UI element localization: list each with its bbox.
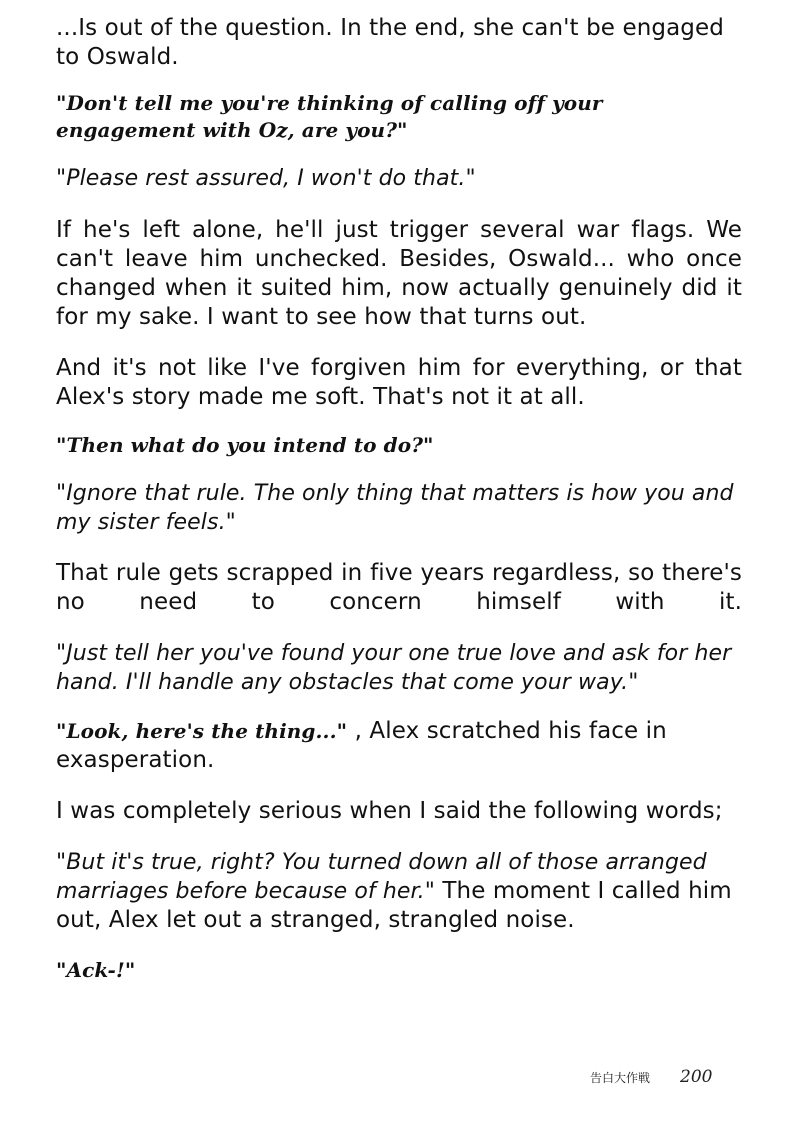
paragraph-10: [56, 717, 742, 775]
paragraph-2-dialogue: "Don't tell me you're thinking of calling off your engagement with Oz, are you?": [56, 91, 603, 142]
paragraph-3-dialogue: "Please rest assured, I won't do that.": [56, 166, 476, 191]
paragraph-10-narration: , Alex scratched his face in exasperation.: [56, 718, 667, 773]
document-page: [56, 14, 742, 984]
page-number: 200: [680, 1067, 713, 1087]
paragraph-10-dialogue: "Look, here's the thing...": [56, 719, 348, 743]
paragraph-9-dialogue: "Just tell her you've found your one true love and ask for her hand. I'll handle any obstacles that come your way.": [56, 641, 732, 695]
paragraph-12-dialogue: "But it's true, right? You turned down all of those arranged marriages before because of her.": [56, 850, 707, 904]
paragraph-4: If he's left alone, he'll just trigger several war flags. We can't leave him unchecked. Besides, Oswald... who once changed when it suited him, now actually genuinely did it for my sake. I want to see how that turns out.: [56, 217, 742, 330]
paragraph-13-dialogue: "Ack-!": [56, 958, 136, 982]
paragraph-12-narration: The moment I called him out, Alex let out a stranged, strangled noise.: [56, 878, 732, 933]
paragraph-5: And it's not like I've forgiven him for everything, or that Alex's story made me soft. That's not it at all.: [56, 355, 742, 410]
book-title: 告白大作戦: [590, 1071, 651, 1085]
paragraph-8: That rule gets scrapped in five years regardless, so there's no need to concern himself with it.: [56, 560, 742, 615]
paragraph-1: ...Is out of the question. In the end, she can't be engaged to Oswald.: [56, 15, 724, 70]
paragraph-12: [56, 848, 742, 935]
page-footer: [590, 1067, 740, 1087]
paragraph-11: I was completely serious when I said the following words;: [56, 798, 723, 824]
paragraph-6-dialogue: "Then what do you intend to do?": [56, 433, 434, 457]
paragraph-7-dialogue: "Ignore that rule. The only thing that matters is how you and my sister feels.": [56, 481, 734, 535]
